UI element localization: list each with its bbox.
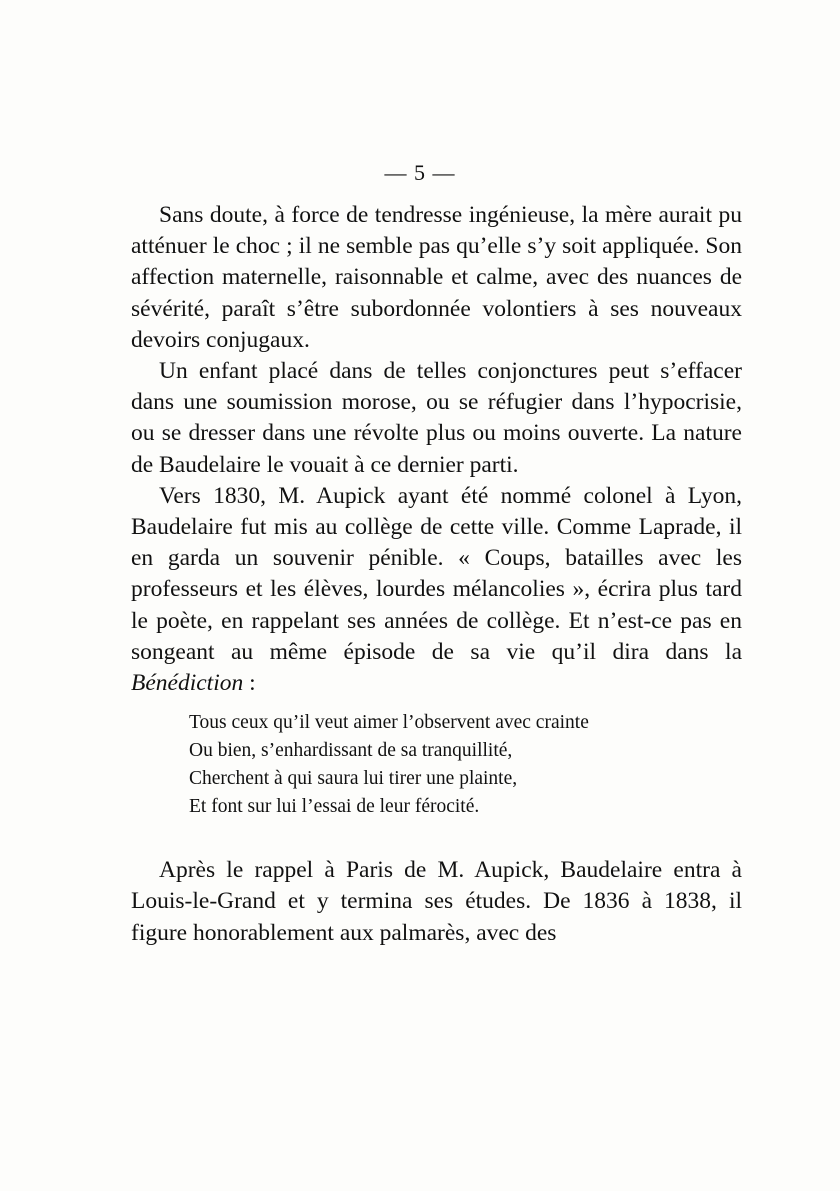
- verse-quote: [189, 709, 742, 821]
- verse-line: Ou bien, s’enhardissant de sa tranquillité,: [189, 740, 513, 762]
- poem-title: Bénédiction: [131, 670, 244, 697]
- paragraph-4: Après le rappel à Paris de M. Aupick, Baudelaire entra à Louis-le-Grand et y termina ses études. De 1836 à 1838, il figure honorablement aux palmarès, avec des: [131, 857, 742, 946]
- paragraph-2: Un enfant placé dans de telles conjonctures peut s’effacer dans une soumission morose, ou se réfugier dans l’hypocrisie, ou se dresser dans une révolte plus ou moins ouverte. La nature de Baudelaire le vouait à ce dernier parti.: [131, 358, 742, 478]
- paragraph-3-text: Vers 1830, M. Aupick ayant été nommé colonel à Lyon, Baudelaire fut mis au collège de cette ville. Comme Laprade, il en garda un souvenir pénible. « Coups, batailles avec les professeurs et les élèves, lourdes mélancolies », écrira plus tard le poète, en rappelant ses années de collège. Et n’est-ce pas en songeant au même épisode de sa vie qu’il dira dans la: [131, 482, 742, 665]
- verse-line: Tous ceux qu’il veut aimer l’observent avec crainte: [189, 712, 589, 734]
- verse-line: Et font sur lui l’essai de leur férocité.: [189, 796, 480, 818]
- paragraph-1: Sans doute, à force de tendresse ingénieuse, la mère aurait pu atténuer le choc ; il ne semble pas qu’elle s’y soit appliquée. Son affection maternelle, raisonnable et calme, avec des nuances de sévérité, paraît s’être subordonnée volontiers à ses nouveaux devoirs conjugaux.: [131, 202, 742, 353]
- body-text: [131, 200, 742, 949]
- verse-line: Cherchent à qui saura lui tirer une plainte,: [189, 768, 518, 790]
- page-number: — 5 —: [384, 160, 456, 185]
- poem-title-suffix: :: [243, 670, 256, 697]
- paragraph-3: [131, 481, 742, 699]
